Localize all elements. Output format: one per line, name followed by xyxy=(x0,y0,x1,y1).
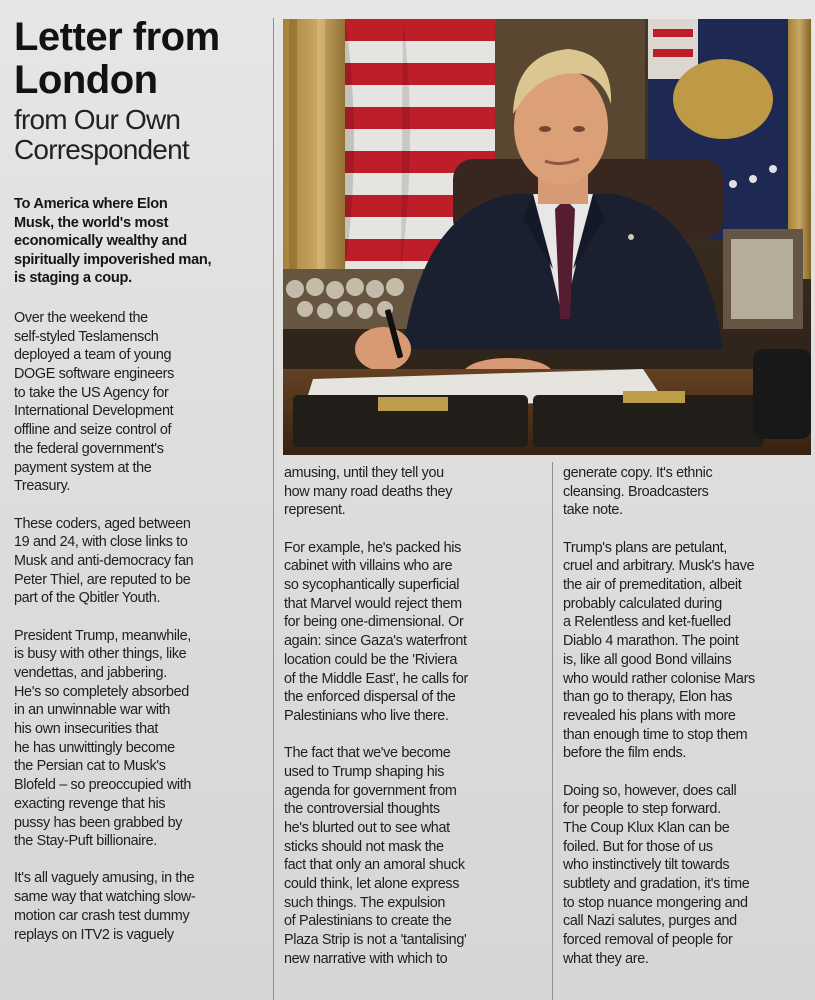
paragraph: Over the weekend the self-styled Teslamensch deployed a team of young DOGE software engineers to take the US Agency for International Development offline and seize control of the federal government's payment system at the Treasury. xyxy=(14,309,174,495)
paragraph: generate copy. It's ethnic cleansing. Broadcasters take note. xyxy=(563,465,713,519)
paragraph: For example, he's packed his cabinet with villains who are so sycophantically superficial that Marvel would reject them for being one-dimensional. Or again: since Gaza's waterfront location could be the 'Riviera of the Middle East', he calls for the enforced dispersal of the Palestinians who live there. xyxy=(284,539,468,724)
paragraph: It's all vaguely amusing, in the same way that watching slow- motion car crash test dummy replays on ITV2 is vaguely xyxy=(14,870,196,943)
photo-president-at-desk-signing-icon xyxy=(283,19,811,455)
byline: from Our Own Correspondent xyxy=(14,104,189,165)
left-column xyxy=(14,16,266,963)
paragraph: Trump's plans are petulant, cruel and arbitrary. Musk's have the air of premeditation, albeit probably calculated during a Relentless and ket-fuelled Diablo 4 marathon. The point is, like all good Bond villains who would rather colonise Mars than go to therapy, Elon has revealed his plans with more than enough time to stop them before the film ends. xyxy=(563,539,755,762)
paragraph: Doing so, however, does call for people to step forward. The Coup Klux Klan can be foiled. But for those of us who instinctively tilt towards subtlety and gradation, it's time to stop nuance mongering and call Nazi salutes, purges and forced removal of people for what they are. xyxy=(563,782,750,967)
paragraph: President Trump, meanwhile, is busy with other things, like vendettas, and jabbering. He's so completely absorbed in an unwinnable war with his own insecurities that he has unwittingly become the Persian cat to Musk's Blofeld – so preoccupied with exacting revenge that his pussy has been grabbed by the Stay-Puft billionaire. xyxy=(14,627,192,850)
column-3-body xyxy=(563,464,815,987)
paragraph: amusing, until they tell you how many road deaths they represent. xyxy=(284,465,453,519)
column-rule-1 xyxy=(273,18,274,1000)
paragraph: The fact that we've become used to Trump shaping his agenda for government from the controversial thoughts he's blurted out to see what sticks should not mask the fact that only an amoral shuck could think, let alone express such things. The expulsion of Palestinians to create the Plaza Strip is not a 'tantalising' new narrative with which to xyxy=(284,745,467,967)
column-2-body xyxy=(284,464,544,987)
standfirst: To America where Elon Musk, the world's most economically wealthy and spiritually impoverished man, is staging a coup. xyxy=(14,196,212,287)
headline: Letter from London xyxy=(14,15,220,102)
article-photo xyxy=(283,19,811,455)
column-rule-2 xyxy=(552,462,553,1000)
column-1-body xyxy=(14,309,266,944)
paragraph: These coders, aged between 19 and 24, with close links to Musk and anti-democracy fan Peter Thiel, are reputed to be part of the Qbitler Youth. xyxy=(14,515,194,607)
